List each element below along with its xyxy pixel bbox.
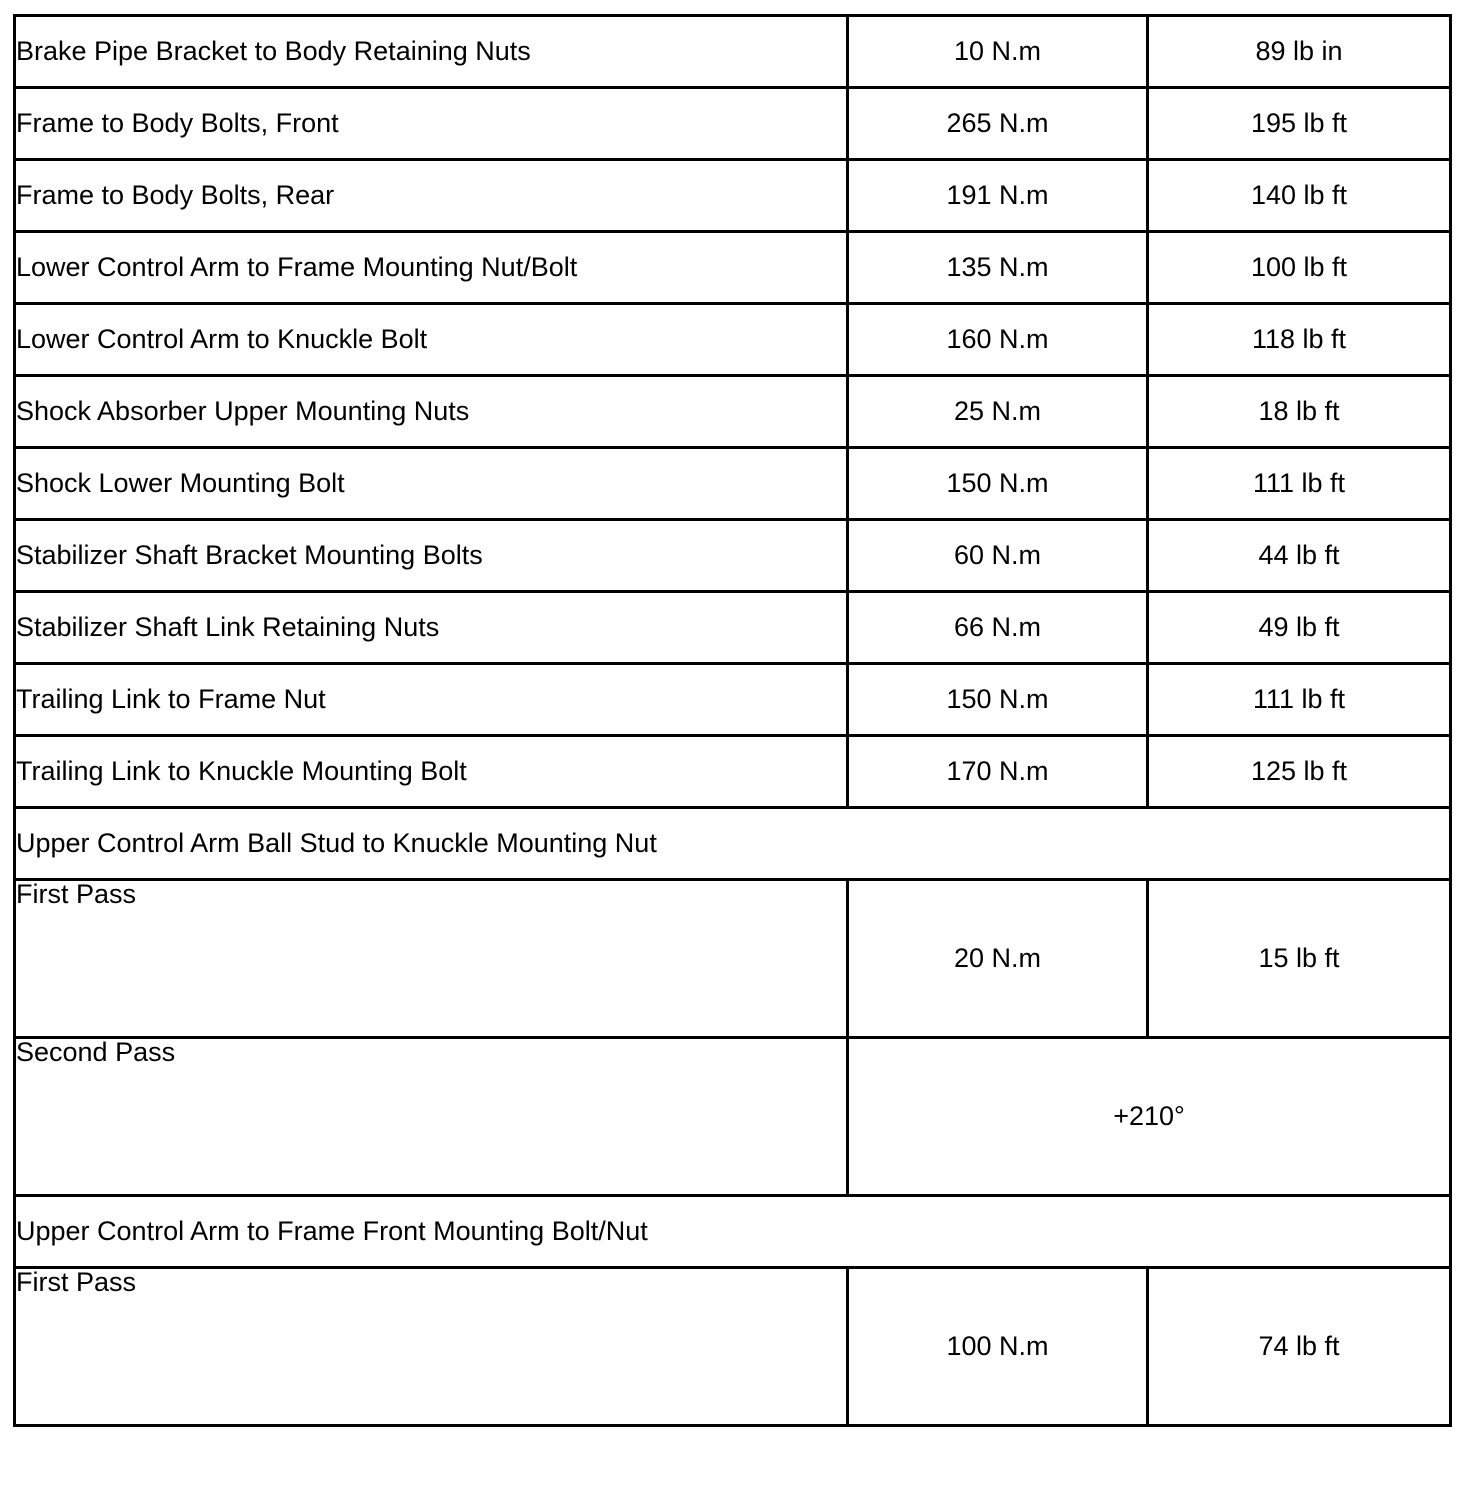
component-cell: Stabilizer Shaft Bracket Mounting Bolts bbox=[15, 520, 848, 592]
english-cell: 49 lb ft bbox=[1148, 592, 1451, 664]
table-row bbox=[15, 232, 1451, 304]
table-row bbox=[15, 880, 1451, 1038]
english-cell: 140 lb ft bbox=[1148, 160, 1451, 232]
table-row bbox=[15, 448, 1451, 520]
pass-label-cell: First Pass bbox=[15, 880, 848, 1038]
english-cell: 44 lb ft bbox=[1148, 520, 1451, 592]
table-row bbox=[15, 88, 1451, 160]
english-cell: 195 lb ft bbox=[1148, 88, 1451, 160]
table-row bbox=[15, 1038, 1451, 1196]
table-row bbox=[15, 1268, 1451, 1426]
table-row bbox=[15, 376, 1451, 448]
table-row bbox=[15, 160, 1451, 232]
component-cell: Trailing Link to Knuckle Mounting Bolt bbox=[15, 736, 848, 808]
component-cell: Shock Lower Mounting Bolt bbox=[15, 448, 848, 520]
metric-cell: 150 N.m bbox=[848, 448, 1148, 520]
english-cell: 74 lb ft bbox=[1148, 1268, 1451, 1426]
section-heading-row bbox=[15, 808, 1451, 880]
metric-cell: 150 N.m bbox=[848, 664, 1148, 736]
english-cell: 125 lb ft bbox=[1148, 736, 1451, 808]
component-cell: Frame to Body Bolts, Front bbox=[15, 88, 848, 160]
pass-label-cell: First Pass bbox=[15, 1268, 848, 1426]
metric-cell: 160 N.m bbox=[848, 304, 1148, 376]
english-cell: 111 lb ft bbox=[1148, 448, 1451, 520]
metric-cell: 100 N.m bbox=[848, 1268, 1148, 1426]
table-row bbox=[15, 664, 1451, 736]
component-cell: Brake Pipe Bracket to Body Retaining Nuts bbox=[15, 16, 848, 88]
section-heading-upper-arm-front: Upper Control Arm to Frame Front Mounting Bolt/Nut bbox=[15, 1196, 1451, 1268]
english-cell: 89 lb in bbox=[1148, 16, 1451, 88]
component-cell: Lower Control Arm to Frame Mounting Nut/Bolt bbox=[15, 232, 848, 304]
component-cell: Lower Control Arm to Knuckle Bolt bbox=[15, 304, 848, 376]
metric-cell: 170 N.m bbox=[848, 736, 1148, 808]
component-cell: Trailing Link to Frame Nut bbox=[15, 664, 848, 736]
metric-cell: 265 N.m bbox=[848, 88, 1148, 160]
table-row bbox=[15, 304, 1451, 376]
table-row bbox=[15, 736, 1451, 808]
pass-label-cell: Second Pass bbox=[15, 1038, 848, 1196]
english-cell: 118 lb ft bbox=[1148, 304, 1451, 376]
english-cell: 18 lb ft bbox=[1148, 376, 1451, 448]
english-cell: 111 lb ft bbox=[1148, 664, 1451, 736]
component-cell: Frame to Body Bolts, Rear bbox=[15, 160, 848, 232]
metric-cell: 66 N.m bbox=[848, 592, 1148, 664]
torque-spec-table bbox=[13, 14, 1452, 1427]
metric-cell: 60 N.m bbox=[848, 520, 1148, 592]
angle-cell: +210° bbox=[848, 1038, 1451, 1196]
component-cell: Shock Absorber Upper Mounting Nuts bbox=[15, 376, 848, 448]
section-heading-ball-stud: Upper Control Arm Ball Stud to Knuckle Mounting Nut bbox=[15, 808, 1451, 880]
metric-cell: 135 N.m bbox=[848, 232, 1148, 304]
english-cell: 100 lb ft bbox=[1148, 232, 1451, 304]
metric-cell: 20 N.m bbox=[848, 880, 1148, 1038]
metric-cell: 191 N.m bbox=[848, 160, 1148, 232]
metric-cell: 25 N.m bbox=[848, 376, 1148, 448]
table-row bbox=[15, 592, 1451, 664]
component-cell: Stabilizer Shaft Link Retaining Nuts bbox=[15, 592, 848, 664]
english-cell: 15 lb ft bbox=[1148, 880, 1451, 1038]
table-row bbox=[15, 520, 1451, 592]
metric-cell: 10 N.m bbox=[848, 16, 1148, 88]
table-row bbox=[15, 16, 1451, 88]
section-heading-row bbox=[15, 1196, 1451, 1268]
